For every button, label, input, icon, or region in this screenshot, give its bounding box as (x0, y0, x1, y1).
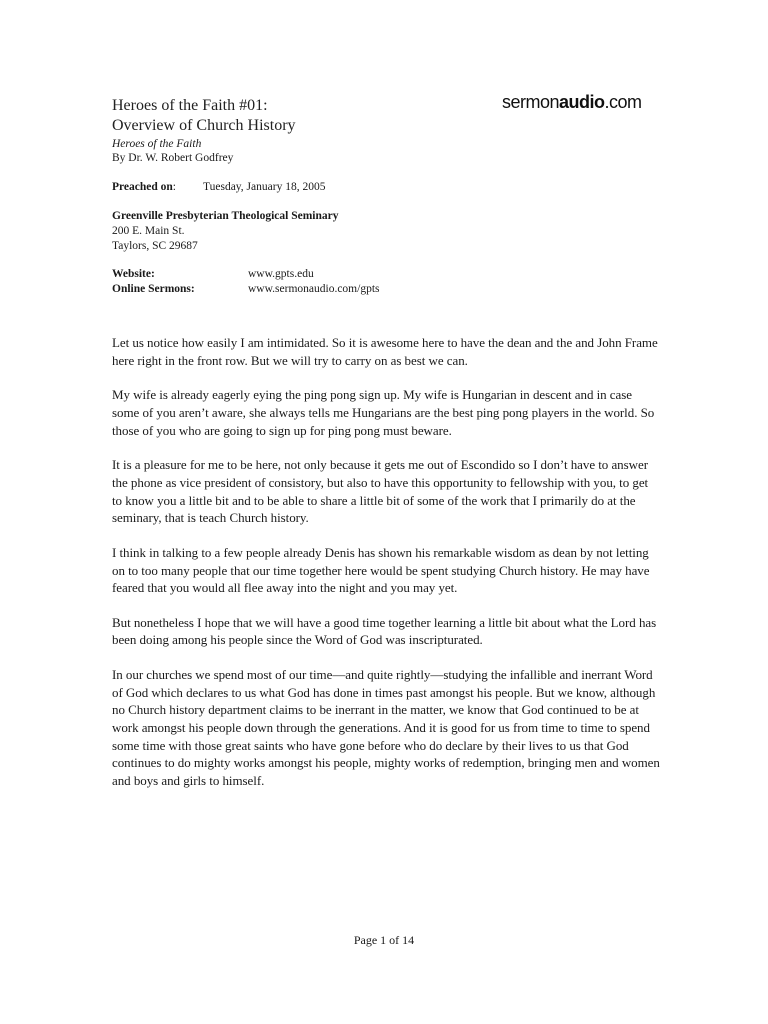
body-paragraph: But nonetheless I hope that we will have a good time together learning a little bit about what the Lord has been doing among his people since the Word of God was inscripturated. (112, 614, 657, 648)
body-paragraph: In our churches we spend most of our time—and quite rightly—studying the infallible and inerrant Word of God which declares to us what God has done in times past amongst his people. But we know, although no Church history department claims to be inerrant in the matter, we know that God continued to be at work amongst his people down through the generations. And it is good for us from time to time to spend some time with those great saints who have gone before who do declare by their lives to us that God continues to do mighty works amongst his people, mighty works of redemption, bringing men and women and boys and girls to himself. (112, 667, 660, 788)
institution-address-line-2: Taylors, SC 29687 (112, 240, 198, 252)
sermon-body (112, 334, 660, 807)
preached-on-row (112, 180, 672, 195)
institution-block (112, 209, 672, 254)
logo-part-sermon: sermon (502, 92, 560, 112)
series-name: Heroes of the Faith (112, 138, 202, 150)
preached-on-date: Tuesday, January 18, 2005 (203, 181, 326, 193)
links-block (112, 267, 672, 297)
author-name: By Dr. W. Robert Godfrey (112, 152, 234, 164)
page-number: Page 1 of 14 (353, 933, 415, 947)
institution-address-line-1: 200 E. Main St. (112, 225, 185, 237)
body-paragraph: It is a pleasure for me to be here, not only because it gets me out of Escondido so I don’t have to answer the phone as vice president of consistory, but also to have this opportunity to fellowship with you, to get to know you a little bit and to be able to share a little bit of some of the work that I primarily do at the seminary, that is teach Church history. (112, 457, 649, 526)
sermon-title-line-1: Heroes of the Faith #01: (112, 97, 268, 114)
website-row (112, 267, 672, 282)
website-link[interactable]: www.gpts.edu (248, 268, 314, 280)
body-paragraph: My wife is already eagerly eying the ping pong sign up. My wife is Hungarian in descent and in case some of you aren’t aware, she always tells me Hungarians are the best ping pong players in the world. So those of you who are going to sign up for ping pong must beware. (112, 387, 655, 438)
website-label: Website: (112, 268, 155, 280)
body-paragraph: I think in talking to a few people already Denis has shown his remarkable wisdom as dean by not letting on to too many people that our time together here would be spent studying Church history. He may have feared that you would all flee away into the night and you may yet. (112, 544, 650, 596)
sermonaudio-logo (502, 92, 642, 113)
preached-on-label: Preached on (112, 181, 173, 193)
body-paragraph: Let us notice how easily I am intimidated. So it is awesome here to have the dean and the and John Frame here right in the front row. But we will try to carry on as best we can. (112, 335, 658, 368)
logo-part-audio: audio (559, 92, 605, 112)
online-sermons-row (112, 282, 672, 297)
preached-on-colon: : (172, 181, 176, 193)
institution-name: Greenville Presbyterian Theological Seminary (112, 210, 339, 222)
online-sermons-label: Online Sermons: (112, 283, 195, 295)
logo-part-com: .com (604, 92, 642, 112)
online-sermons-link[interactable]: www.sermonaudio.com/gpts (248, 283, 380, 295)
sermon-title-line-2: Overview of Church History (112, 117, 296, 134)
